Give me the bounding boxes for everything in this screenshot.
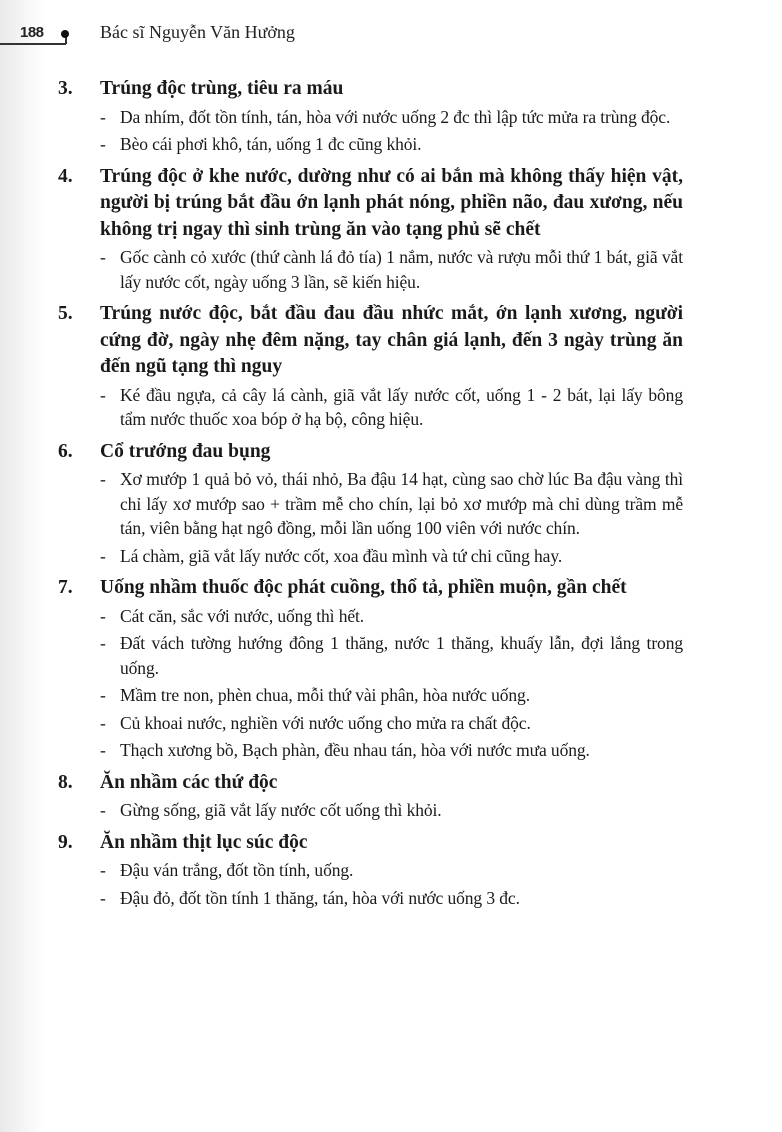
dash-bullet: -	[100, 247, 106, 267]
section	[58, 830, 683, 911]
section-number: 7.	[58, 577, 73, 598]
section-number: 3.	[58, 78, 73, 99]
section-number: 9.	[58, 831, 73, 853]
remedy-item	[100, 683, 683, 708]
remedy-list	[100, 245, 683, 294]
remedy-item	[100, 858, 683, 883]
remedy-list	[100, 858, 683, 910]
remedy-item	[100, 132, 683, 157]
section	[58, 575, 683, 763]
section-title: Ăn nhầm thịt lục súc độc	[100, 831, 308, 853]
section-title: Uống nhầm thuốc độc phát cuồng, thổ tả, phiền muộn, gần chết	[100, 577, 627, 598]
remedy-text: Cát căn, sắc với nước, uống thì hết.	[120, 605, 365, 626]
dash-bullet: -	[100, 469, 106, 489]
dash-bullet: -	[100, 740, 106, 760]
remedy-text: Thạch xương bồ, Bạch phàn, đều nhau tán, hòa với nước mưa uống.	[120, 740, 590, 760]
remedy-list	[100, 467, 683, 568]
section-heading	[58, 770, 683, 797]
remedy-text: Ké đầu ngựa, cả cây lá cành, giã vắt lấy nước cốt, uống 1 - 2 bát, lại lấy bông tẩm nước thuốc xoa bóp ở hạ bộ, công hiệu.	[120, 384, 683, 429]
remedy-text: Mầm tre non, phèn chua, mỗi thứ vài phân, hòa nước uống.	[120, 685, 530, 705]
remedy-list	[100, 798, 683, 823]
remedy-text: Củ khoai nước, nghiền với nước uống cho mửa ra chất độc.	[120, 712, 531, 733]
remedy-item	[100, 798, 683, 823]
remedy-item	[100, 467, 683, 541]
dash-bullet: -	[100, 800, 106, 820]
remedy-item	[100, 383, 683, 432]
remedy-text: Bèo cái phơi khô, tán, uống 1 đc cũng khỏi.	[120, 134, 422, 154]
remedy-text: Đất vách tường hướng đông 1 thăng, nước 1 thăng, khuấy lẫn, đợi lắng trong uống.	[120, 633, 683, 678]
page-header	[0, 0, 782, 60]
section-number: 8.	[58, 771, 73, 793]
section-heading	[58, 164, 683, 244]
section	[58, 770, 683, 823]
section	[58, 164, 683, 295]
remedy-text: Da nhím, đốt tồn tính, tán, hòa với nước uống 2 đc thì lập tức mửa ra trùng độc.	[120, 106, 671, 127]
remedy-text: Gừng sống, giã vắt lấy nước cốt uống thì khỏi.	[120, 800, 442, 820]
section-heading	[58, 439, 683, 466]
dash-bullet: -	[100, 545, 106, 566]
page-body	[58, 76, 683, 917]
remedy-item	[100, 604, 683, 629]
section	[58, 76, 683, 157]
remedy-item	[100, 886, 683, 911]
section-title: Trúng độc ở khe nước, dường như có ai bắn mà không thấy hiện vật, người bị trúng bắt đầu ớn lạnh phát nóng, phiền não, đau xương, nếu không trị ngay thì sinh trùng ăn vào tạng phủ sẽ chết	[100, 165, 683, 240]
remedy-text: Lá chàm, giã vắt lấy nước cốt, xoa đầu mình và tứ chi cũng hay.	[120, 545, 563, 566]
section-number: 4.	[58, 165, 73, 187]
section-title: Cổ trướng đau bụng	[100, 440, 271, 462]
section-number: 5.	[58, 303, 73, 324]
running-title: Bác sĩ Nguyễn Văn Hưởng	[100, 22, 295, 42]
remedy-item	[100, 544, 683, 569]
remedy-item	[100, 105, 683, 130]
header-rule	[0, 43, 66, 45]
remedy-list	[100, 383, 683, 432]
dash-bullet: -	[100, 685, 106, 705]
dash-bullet: -	[100, 633, 106, 653]
remedy-item	[100, 245, 683, 294]
dash-bullet: -	[100, 384, 106, 405]
section-title: Ăn nhầm các thứ độc	[100, 771, 278, 793]
section-heading	[58, 301, 683, 381]
remedy-list	[100, 604, 683, 763]
page-number: 188	[20, 24, 44, 41]
section-heading	[58, 76, 683, 103]
section-heading	[58, 830, 683, 857]
remedy-text: Gốc cành cỏ xước (thứ cành lá đỏ tía) 1 nắm, nước và rượu mỗi thứ 1 bát, giã vắt lấy nước cốt, ngày uống 3 lần, sẽ kiến hiệu.	[120, 247, 683, 292]
remedy-text: Đậu đỏ, đốt tồn tính 1 thăng, tán, hòa với nước uống 3 đc.	[120, 887, 520, 908]
section	[58, 439, 683, 569]
section-heading	[58, 575, 683, 602]
section	[58, 301, 683, 432]
dash-bullet: -	[100, 605, 106, 626]
section-number: 6.	[58, 440, 73, 462]
remedy-item	[100, 711, 683, 736]
remedy-text: Đậu ván trắng, đốt tồn tính, uống.	[120, 860, 354, 880]
dash-bullet: -	[100, 887, 106, 908]
section-title: Trúng độc trùng, tiêu ra máu	[100, 78, 344, 99]
dash-bullet: -	[100, 860, 106, 880]
dash-bullet: -	[100, 106, 106, 127]
remedy-text: Xơ mướp 1 quả bỏ vỏ, thái nhỏ, Ba đậu 14 hạt, cùng sao chờ lúc Ba đậu vàng thì chỉ lấy xơ mướp sao + trầm mễ cho chín, lại bỏ xơ mướp mà chỉ dùng trầm mễ tán, viên bằng hạt ngô đồng, mỗi lần uống 100 viên với nước chín.	[120, 469, 683, 538]
remedy-list	[100, 105, 683, 157]
section-title: Trúng nước độc, bắt đầu đau đầu nhức mắt, ớn lạnh xương, người cứng đờ, ngày nhẹ đêm nặng, tay chân giá lạnh, đến 3 ngày trùng ăn đến ngũ tạng thì nguy	[100, 303, 683, 377]
remedy-item	[100, 738, 683, 763]
dash-bullet: -	[100, 134, 106, 154]
dash-bullet: -	[100, 712, 106, 733]
header-bullet-dot	[61, 30, 69, 38]
remedy-item	[100, 631, 683, 680]
